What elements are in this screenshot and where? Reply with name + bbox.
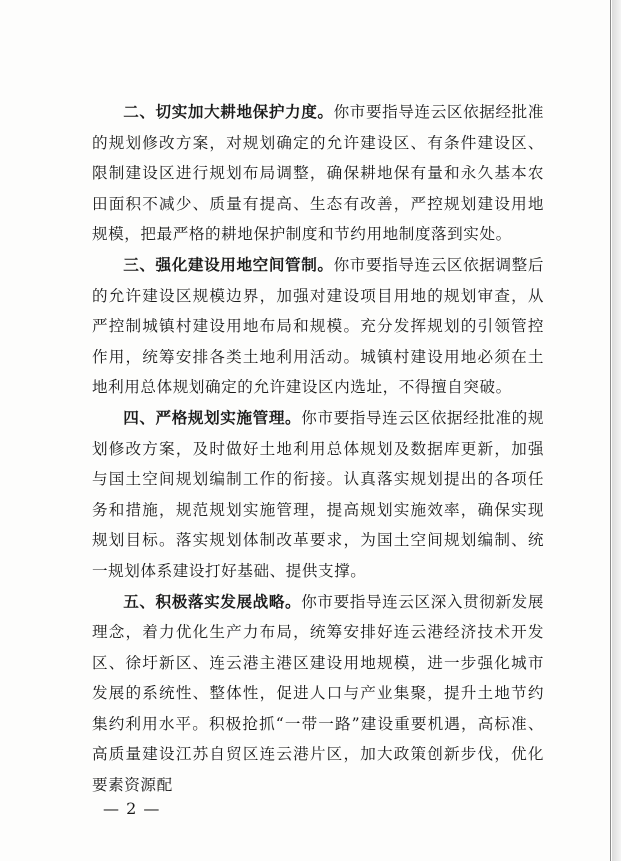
paragraph-heading: 四、严格规划实施管理。 [123,408,302,427]
paragraph-heading: 三、强化建设用地空间管制。 [123,255,334,274]
page-edge-shadow [612,0,621,861]
paragraph-heading: 五、积极落实发展战略。 [123,592,302,611]
page-edge-line [610,0,611,861]
paragraph-text: 你市要指导连云区依据经批准的规划修改方案，对规划确定的允许建设区、有条件建设区、限制建设区进行规划布局调整，确保耕地保有量和永久基本农田面积不减少、质量有提高、生态有改善，严控规划建设用地规模，把最严格的耕地保护制度和节约用地制度落到实处。 [92,103,544,244]
paragraph-plan-implementation [92,403,544,587]
paragraph-text: 你市要指导连云区依据调整后的允许建设区规模边界，加强对建设项目用地的规划审查，从严控制城镇村建设用地布局和规模。充分发挥规划的引领管控作用，统筹安排各类土地利用活动。城镇村建设用地必须在土地利用总体规划确定的允许建设区内选址，不得擅自突破。 [92,255,544,397]
document-body [92,97,544,801]
paragraph-heading: 二、切实加大耕地保护力度。 [123,103,334,121]
page-number: — 2 — [103,799,161,818]
paragraph-development-strategy [92,587,544,801]
paragraph-construction-land-control [92,250,544,403]
paragraph-text: 你市要指导连云区深入贯彻新发展理念，着力优化生产力布局，统筹安排好连云港经济技术开发区、徐圩新区、连云港主港区建设用地规模，进一步强化城市发展的系统性、整体性，促进人口与产业集聚，提升土地节约集约利用水平。积极抢抓“一带一路”建设重要机遇，高标准、高质量建设江苏自贸区连云港片区，加大政策创新步伐，优化要素资源配 [92,592,544,795]
paragraph-farmland-protection [92,97,544,250]
paragraph-text: 你市要指导连云区依据经批准的规划修改方案，及时做好土地利用总体规划及数据库更新，加强与国土空间规划编制工作的衔接。认真落实规划提出的各项任务和措施，规范规划实施管理，提高规划实施效率，确保实现规划目标。落实规划体制改革要求，为国土空间规划编制、统一规划体系建设打好基础、提供支撑。 [92,408,544,580]
